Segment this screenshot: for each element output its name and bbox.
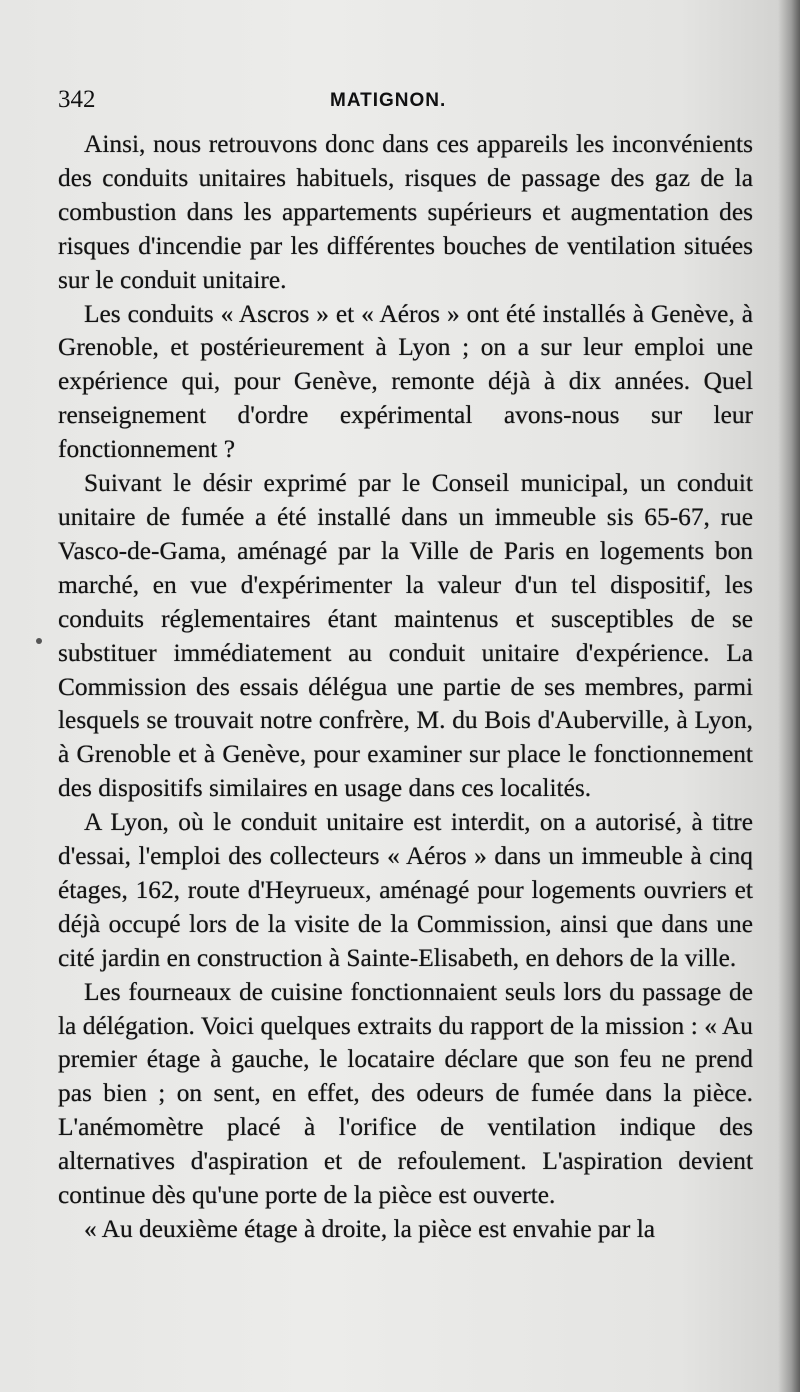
ink-spot: [36, 638, 42, 644]
paragraph: A Lyon, où le conduit unitaire est interdit, on a autorisé, à titre d'essai, l'emploi des collecteurs « Aéros » dans un immeuble à cinq étages, 162, route d'Heyrueux, aménagé pour logements ouvriers et déjà occupé lors de la visite de la Commission, ainsi que dans une cité jardin en construction à Sainte-Elisabeth, en dehors de la ville.: [58, 808, 753, 972]
paragraph: Les conduits « Ascros » et « Aéros » ont été installés à Genève, à Grenoble, et postérieurement à Lyon ; on a sur leur emploi une expérience qui, pour Genève, remonte déjà à dix années. Quel renseignement d'ordre expérimental avons-nous sur leur fonctionnement ?: [58, 299, 753, 464]
paragraph: Ainsi, nous retrouvons donc dans ces appareils les inconvénients des conduits unitaires habituels, risques de passage des gaz de la combustion dans les appartements supérieurs et augmentation des risques d'incendie par les différentes bouches de ventilation situées sur le conduit unitaire.: [58, 130, 753, 294]
running-head: MATIGNON.: [330, 90, 447, 111]
paragraph: Suivant le désir exprimé par le Conseil municipal, un conduit unitaire de fumée a été installé dans un immeuble sis 65-67, rue Vasco-de-Gama, aménagé par la Ville de Paris en logements bon marché, en vue d'expérimenter la valeur d'un tel dispositif, les conduits réglementaires étant maintenus et susceptibles de se substituer immédiatement au conduit unitaire d'expérience. La Commission des essais délégua une partie de ses membres, parmi lesquels se trouvait notre confrère, M. du Bois d'Auberville, à Lyon, à Grenoble et à Genève, pour examiner sur place le fonctionnement des dispositifs similaires en usage dans ces localités.: [58, 469, 753, 803]
paragraph: « Au deuxième étage à droite, la pièce est envahie par la: [84, 1215, 656, 1243]
paragraph: Les fourneaux de cuisine fonctionnaient seuls lors du passage de la délégation. Voici quelques extraits du rapport de la mission : « Au premier étage à gauche, le locataire déclare que son feu ne prend pas bien ; on sent, en effet, des odeurs de fumée dans la pièce. L'anémomètre placé à l'orifice de ventilation indique des alternatives d'aspiration et de refoulement. L'aspiration devient continue dès qu'une porte de la pièce est ouverte.: [58, 977, 753, 1210]
page-number: 342: [58, 86, 96, 113]
page-edge-shadow: [778, 0, 800, 1392]
page-header: [58, 86, 748, 120]
body-text: [58, 128, 753, 1247]
